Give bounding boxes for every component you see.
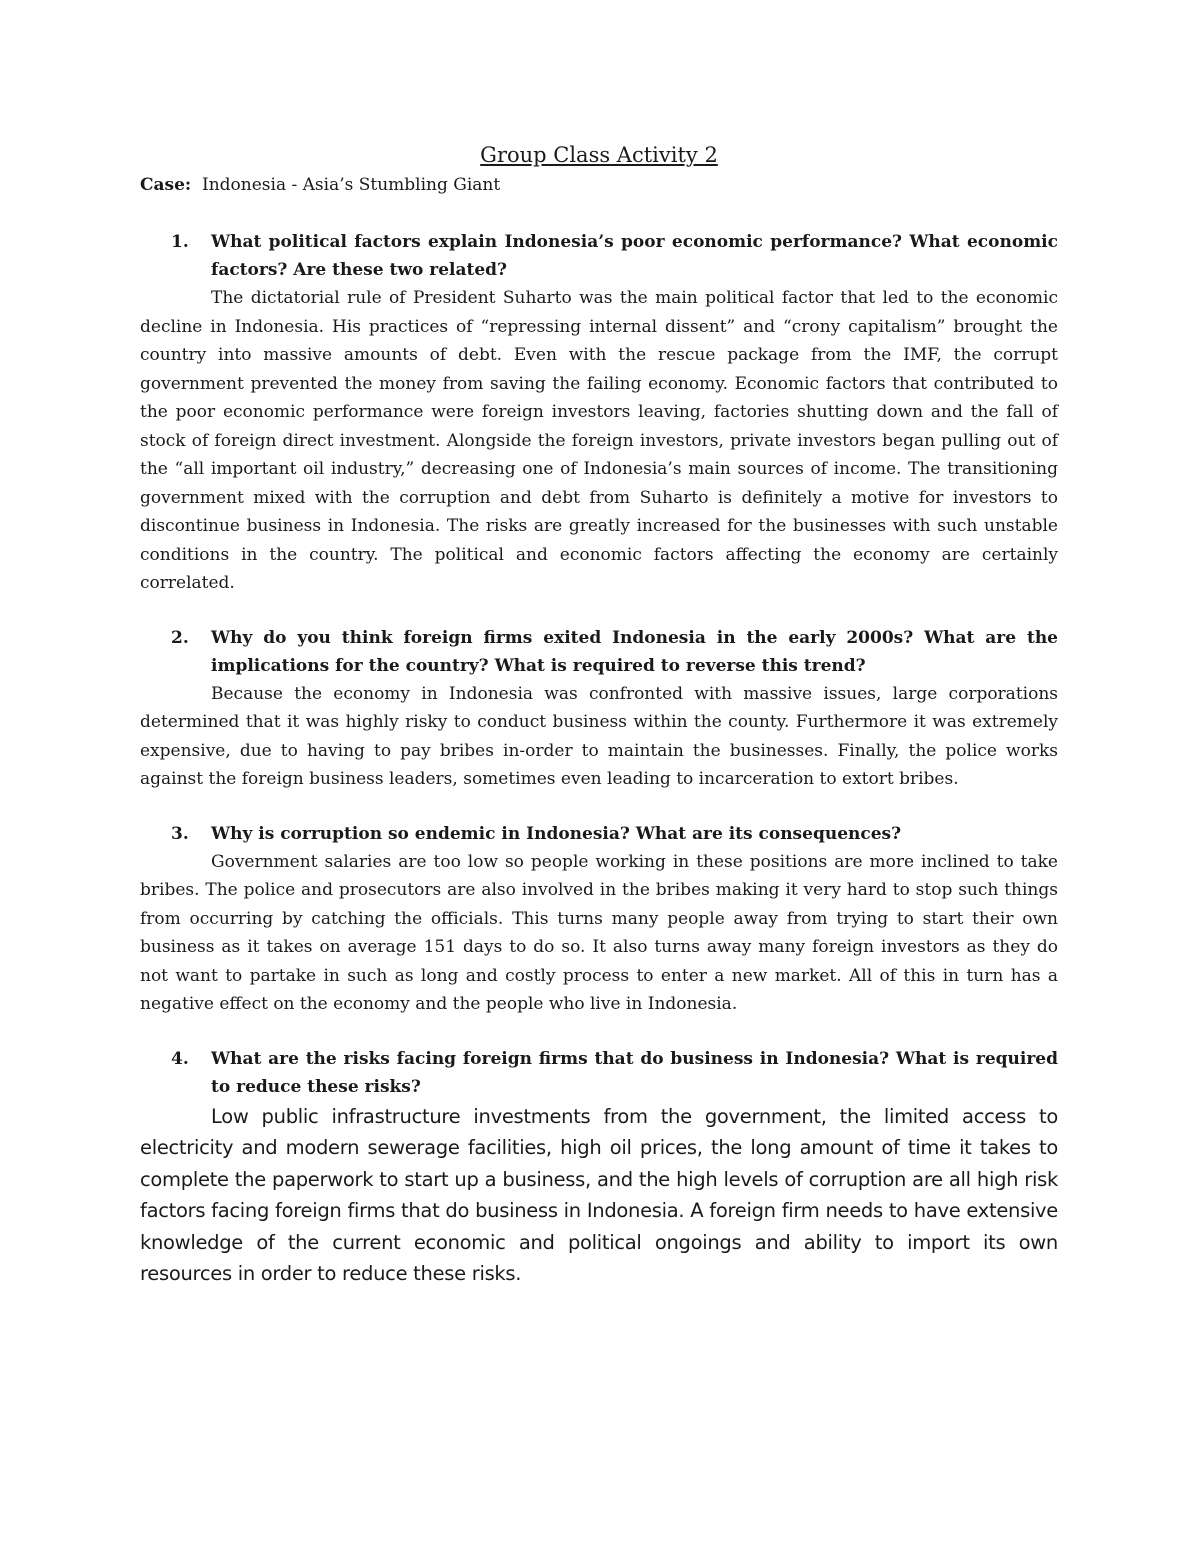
answer-text: Because the economy in Indonesia was confronted with massive issues, large corporations determined that it was highly risky to conduct business within the county. Furthermore it was extremely expensive, due to having to pay bribes in-order to maintain the businesses. Finally, the police works against the foreign business leaders, sometimes even leading to incarceration to extort bribes.	[140, 683, 1058, 789]
question-item-3	[140, 820, 1058, 1019]
answer-text: Low public infrastructure investments from the government, the limited access to electricity and modern sewerage facilities, high oil prices, the long amount of time it takes to complete the paperwork to start up a business, and the high levels of corruption are all high risk factors facing foreign firms that do business in Indonesia. A foreign firm needs to have extensive knowledge of the current economic and political ongoings and ability to import its own resources in order to reduce these risks.	[140, 1104, 1058, 1285]
question-heading	[140, 228, 1058, 284]
question-number: 2.	[171, 627, 189, 648]
question-text: What political factors explain Indonesia’s poor economic performance? What economic factors? Are these two related?	[211, 232, 1058, 280]
question-item-1	[140, 228, 1058, 598]
question-number: 3.	[171, 823, 189, 844]
case-value: Indonesia - Asia’s Stumbling Giant	[202, 175, 501, 195]
question-heading	[140, 1045, 1058, 1101]
question-text: Why do you think foreign firms exited Indonesia in the early 2000s? What are the implications for the country? What is required to reverse this trend?	[211, 627, 1058, 676]
answer-text: The dictatorial rule of President Suharto was the main political factor that led to the economic decline in Indonesia. His practices of “repressing internal dissent” and “crony capitalism” brought the country into massive amounts of debt. Even with the rescue package from the IMF, the corrupt government prevented the money from saving the failing economy. Economic factors that contributed to the poor economic performance were foreign investors leaving, factories shutting down and the fall of stock of foreign direct investment. Alongside the foreign investors, private investors began pulling out of the “all important oil industry,” decreasing one of Indonesia’s main sources of income. The transitioning government mixed with the corruption and debt from Suharto is definitely a motive for investors to discontinue business in Indonesia. The risks are greatly increased for the businesses with such unstable conditions in the country. The political and economic factors affecting the economy are certainly correlated.	[140, 288, 1058, 593]
question-text: Why is corruption so endemic in Indonesia? What are its consequences?	[211, 823, 902, 844]
case-line	[140, 172, 1058, 198]
question-list	[140, 228, 1058, 1290]
document-content	[140, 140, 1058, 1290]
question-number: 4.	[171, 1048, 189, 1069]
case-label: Case:	[140, 175, 192, 195]
answer-text: Government salaries are too low so people working in these positions are more inclined to take bribes. The police and prosecutors are also involved in the bribes making it very hard to stop such things from occurring by catching the officials. This turns many people away from trying to start their own business as it takes on average 151 days to do so. It also turns away many foreign investors as they do not want to partake in such as long and costly process to enter a new market. All of this in turn has a negative effect on the economy and the people who live in Indonesia.	[140, 851, 1058, 1014]
document-title: Group Class Activity 2	[480, 143, 718, 167]
question-heading	[140, 624, 1058, 680]
question-item-2	[140, 624, 1058, 794]
question-item-4	[140, 1045, 1058, 1290]
question-text: What are the risks facing foreign firms that do business in Indonesia? What is required to reduce these risks?	[211, 1048, 1058, 1097]
question-heading	[140, 820, 1058, 848]
question-number: 1.	[171, 232, 189, 252]
